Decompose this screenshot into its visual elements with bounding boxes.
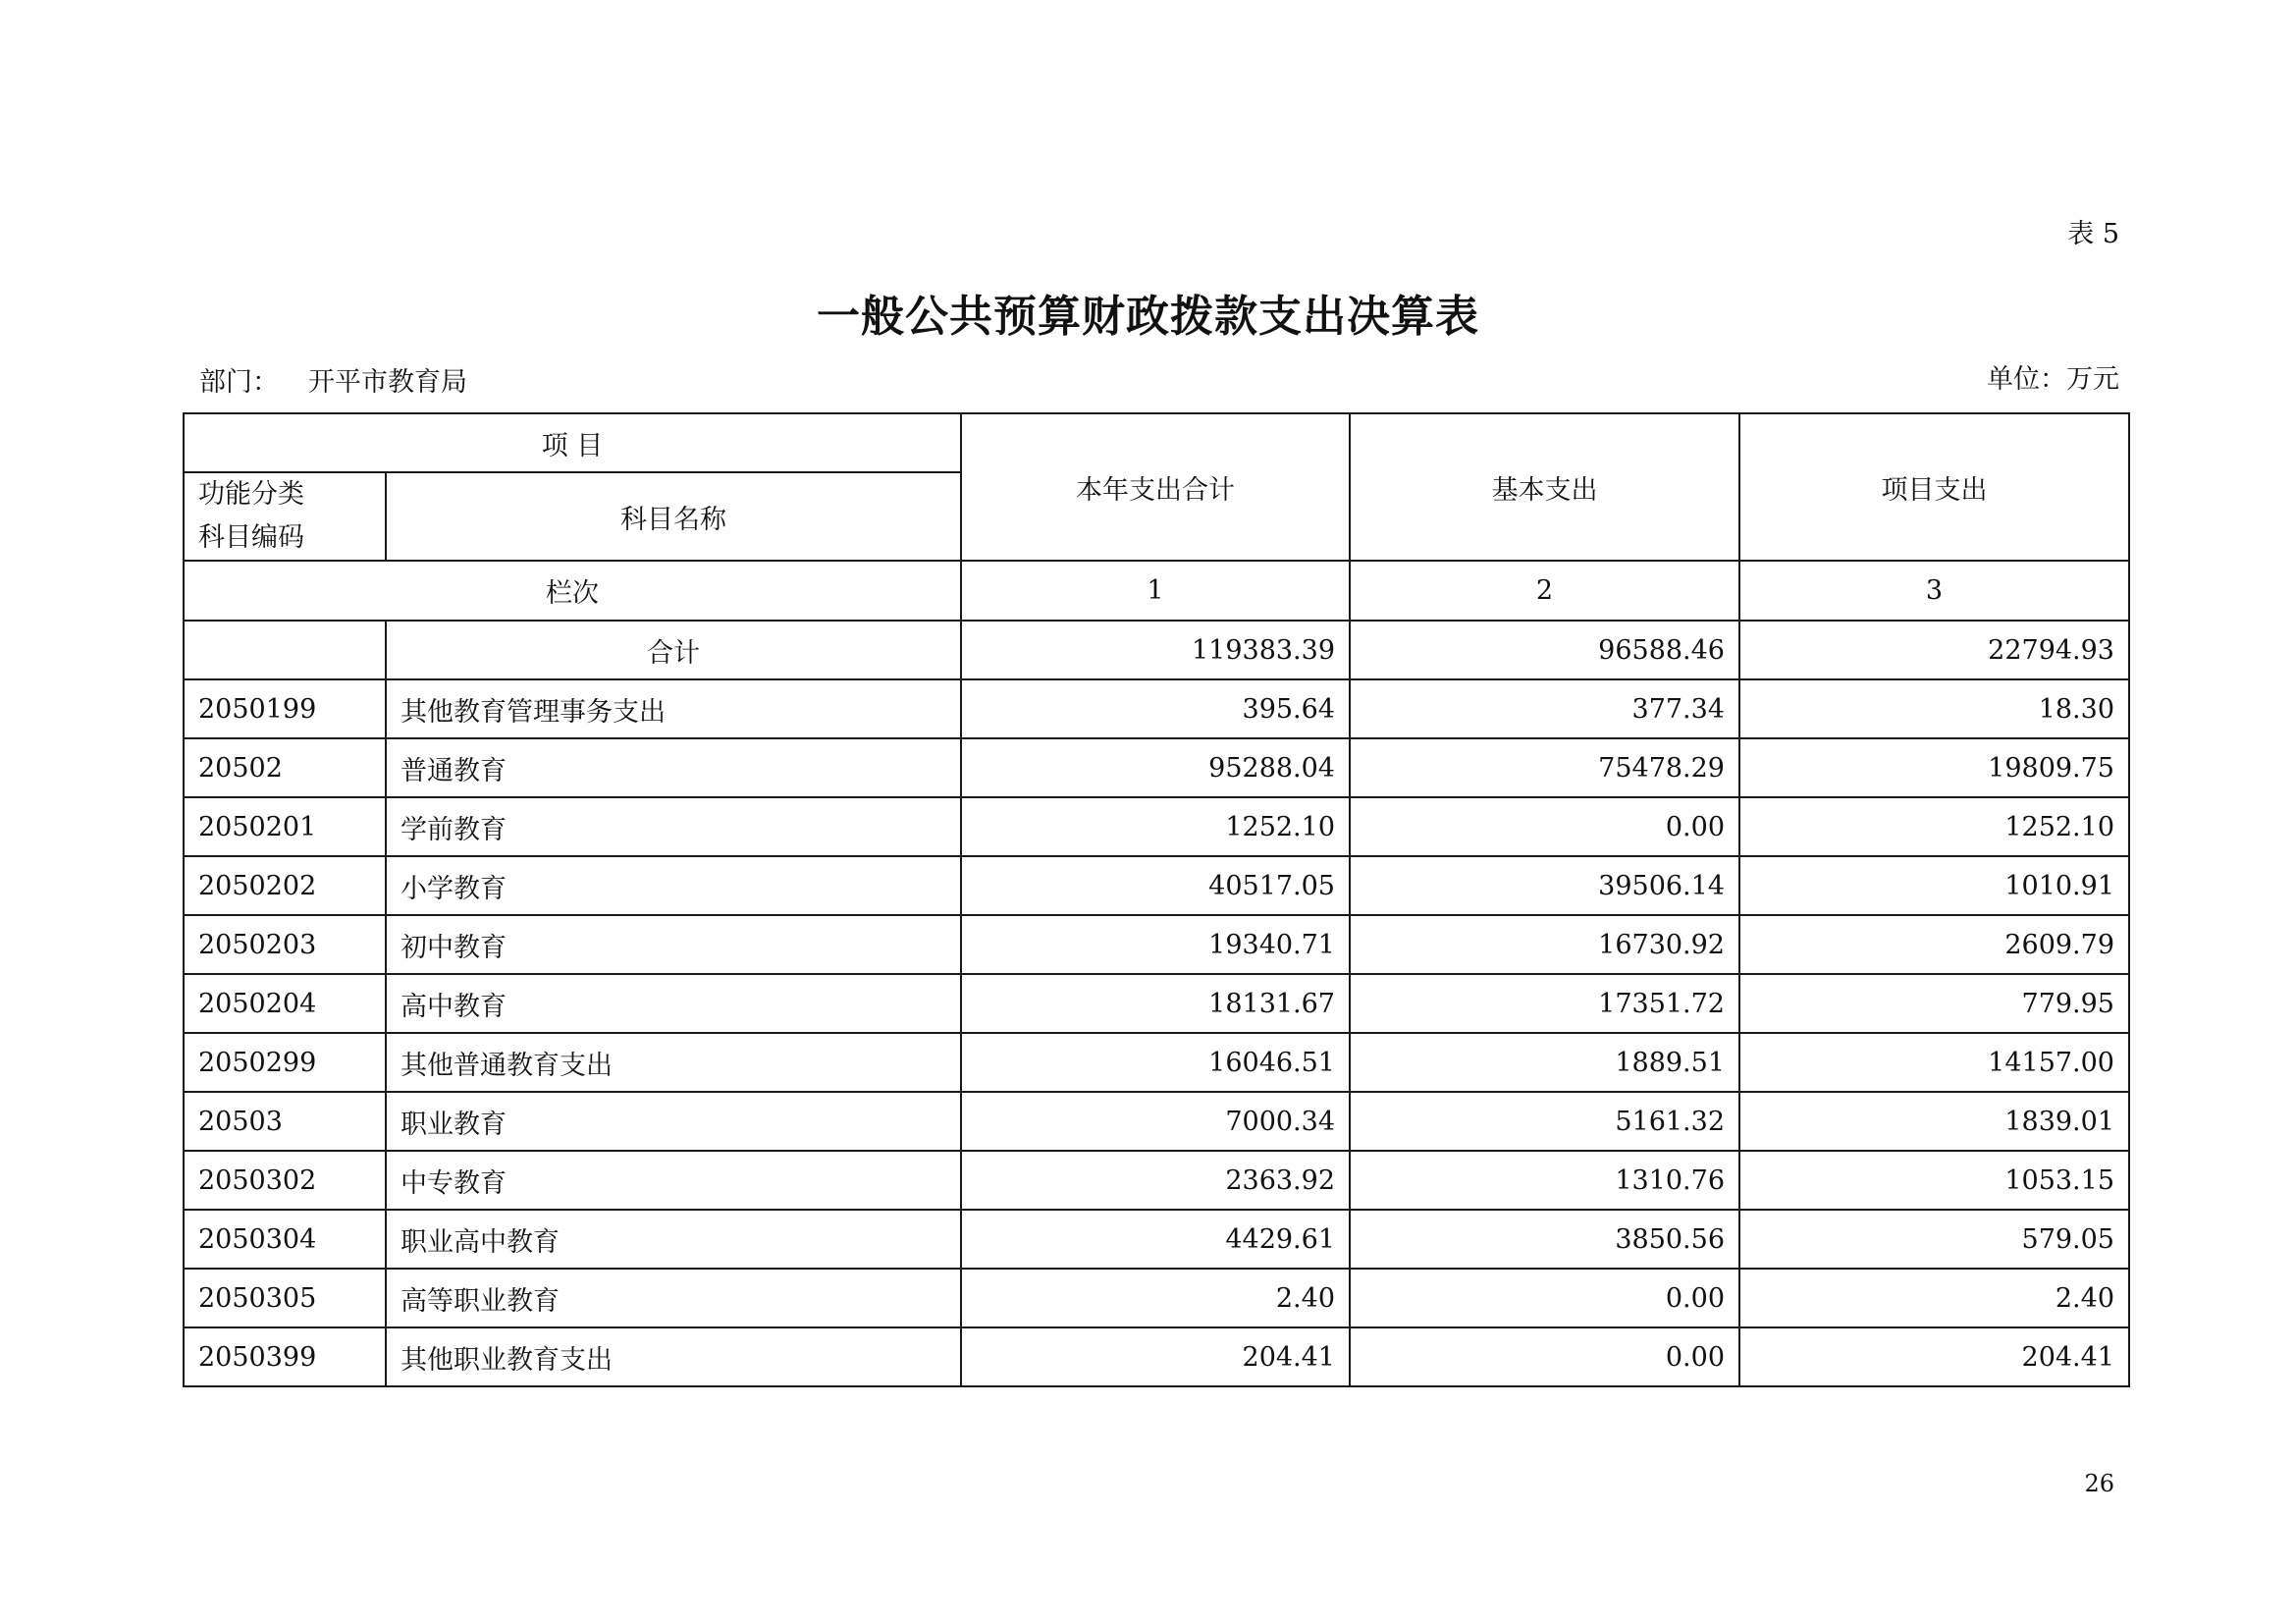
total-name: 合计 bbox=[386, 621, 961, 679]
header-name: 科目名称 bbox=[386, 472, 961, 561]
row-total: 40517.05 bbox=[961, 856, 1350, 915]
row-code: 2050203 bbox=[184, 915, 386, 974]
total-row bbox=[184, 621, 2129, 679]
row-basic: 75478.29 bbox=[1350, 738, 1739, 797]
row-basic: 16730.92 bbox=[1350, 915, 1739, 974]
table-row bbox=[184, 679, 2129, 738]
row-name: 其他教育管理事务支出 bbox=[386, 679, 961, 738]
table-row bbox=[184, 915, 2129, 974]
table-row bbox=[184, 1151, 2129, 1210]
row-name: 中专教育 bbox=[386, 1151, 961, 1210]
row-total: 204.41 bbox=[961, 1327, 1350, 1386]
row-name: 小学教育 bbox=[386, 856, 961, 915]
table-row bbox=[184, 797, 2129, 856]
row-basic: 0.00 bbox=[1350, 1269, 1739, 1327]
table-row bbox=[184, 738, 2129, 797]
row-basic: 1889.51 bbox=[1350, 1033, 1739, 1092]
row-code: 2050199 bbox=[184, 679, 386, 738]
row-project: 19809.75 bbox=[1739, 738, 2129, 797]
row-code: 2050399 bbox=[184, 1327, 386, 1386]
row-total: 1252.10 bbox=[961, 797, 1350, 856]
row-total: 16046.51 bbox=[961, 1033, 1350, 1092]
table-row bbox=[184, 1033, 2129, 1092]
total-project: 22794.93 bbox=[1739, 621, 2129, 679]
row-project: 779.95 bbox=[1739, 974, 2129, 1033]
row-code: 2050305 bbox=[184, 1269, 386, 1327]
table-number: 表 5 bbox=[2067, 219, 2119, 249]
total-basic: 96588.46 bbox=[1350, 621, 1739, 679]
row-basic: 5161.32 bbox=[1350, 1092, 1739, 1151]
row-basic: 3850.56 bbox=[1350, 1210, 1739, 1269]
page-title: 一般公共预算财政拨款支出决算表 bbox=[817, 292, 1479, 342]
row-name: 学前教育 bbox=[386, 797, 961, 856]
row-total: 18131.67 bbox=[961, 974, 1350, 1033]
row-basic: 17351.72 bbox=[1350, 974, 1739, 1033]
row-label: 栏次 bbox=[184, 561, 961, 621]
row-code: 2050204 bbox=[184, 974, 386, 1033]
header-code-line1: 功能分类 bbox=[198, 479, 304, 510]
row-name: 其他普通教育支出 bbox=[386, 1033, 961, 1092]
table-row bbox=[184, 1092, 2129, 1151]
row-code: 2050302 bbox=[184, 1151, 386, 1210]
header-basic: 基本支出 bbox=[1350, 413, 1739, 561]
row-code: 20502 bbox=[184, 738, 386, 797]
header-code bbox=[184, 472, 386, 561]
row-project: 579.05 bbox=[1739, 1210, 2129, 1269]
row-name: 高等职业教育 bbox=[386, 1269, 961, 1327]
expenditure-table bbox=[183, 412, 2130, 1387]
row-project: 1010.91 bbox=[1739, 856, 2129, 915]
row-project: 1839.01 bbox=[1739, 1092, 2129, 1151]
row-name: 初中教育 bbox=[386, 915, 961, 974]
row-project: 18.30 bbox=[1739, 679, 2129, 738]
col-index-3: 3 bbox=[1739, 561, 2129, 621]
table-row bbox=[184, 1269, 2129, 1327]
header-code-line2: 科目编码 bbox=[198, 522, 304, 553]
row-name: 其他职业教育支出 bbox=[386, 1327, 961, 1386]
row-project: 2.40 bbox=[1739, 1269, 2129, 1327]
col-index-2: 2 bbox=[1350, 561, 1739, 621]
row-basic: 0.00 bbox=[1350, 1327, 1739, 1386]
row-code: 20503 bbox=[184, 1092, 386, 1151]
row-project: 1252.10 bbox=[1739, 797, 2129, 856]
department-value: 开平市教育局 bbox=[308, 367, 467, 398]
header-project-expense: 项目支出 bbox=[1739, 413, 2129, 561]
page-number: 26 bbox=[2084, 1470, 2114, 1497]
row-project: 14157.00 bbox=[1739, 1033, 2129, 1092]
row-project: 1053.15 bbox=[1739, 1151, 2129, 1210]
row-total: 95288.04 bbox=[961, 738, 1350, 797]
table-row bbox=[184, 1327, 2129, 1386]
row-name: 职业教育 bbox=[386, 1092, 961, 1151]
unit-label: 单位：万元 bbox=[1987, 364, 2119, 395]
row-total: 2363.92 bbox=[961, 1151, 1350, 1210]
department-info bbox=[199, 360, 467, 399]
total-code bbox=[184, 621, 386, 679]
row-total: 7000.34 bbox=[961, 1092, 1350, 1151]
row-basic: 377.34 bbox=[1350, 679, 1739, 738]
row-code: 2050299 bbox=[184, 1033, 386, 1092]
table-row bbox=[184, 974, 2129, 1033]
row-basic: 0.00 bbox=[1350, 797, 1739, 856]
table-row bbox=[184, 1210, 2129, 1269]
row-name: 普通教育 bbox=[386, 738, 961, 797]
row-code: 2050201 bbox=[184, 797, 386, 856]
header-total: 本年支出合计 bbox=[961, 413, 1350, 561]
department-label: 部门： bbox=[199, 367, 279, 398]
row-total: 2.40 bbox=[961, 1269, 1350, 1327]
row-total: 19340.71 bbox=[961, 915, 1350, 974]
col-index-1: 1 bbox=[961, 561, 1350, 621]
header-project: 项 目 bbox=[184, 413, 961, 472]
row-basic: 39506.14 bbox=[1350, 856, 1739, 915]
row-basic: 1310.76 bbox=[1350, 1151, 1739, 1210]
row-project: 204.41 bbox=[1739, 1327, 2129, 1386]
row-total: 395.64 bbox=[961, 679, 1350, 738]
total-total: 119383.39 bbox=[961, 621, 1350, 679]
row-code: 2050202 bbox=[184, 856, 386, 915]
row-name: 职业高中教育 bbox=[386, 1210, 961, 1269]
row-total: 4429.61 bbox=[961, 1210, 1350, 1269]
row-code: 2050304 bbox=[184, 1210, 386, 1269]
row-name: 高中教育 bbox=[386, 974, 961, 1033]
row-project: 2609.79 bbox=[1739, 915, 2129, 974]
table-row bbox=[184, 856, 2129, 915]
